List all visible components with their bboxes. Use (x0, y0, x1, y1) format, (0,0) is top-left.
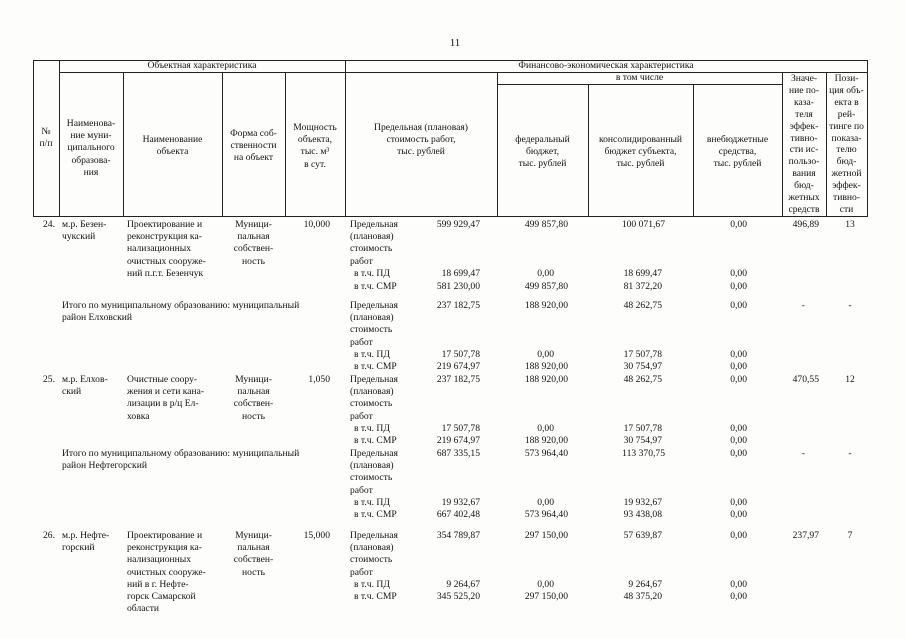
row-25-smr-federal: 188 920,00 (524, 435, 568, 446)
header-group-object: Объектная характеристика (147, 60, 257, 71)
row-24-smr-cost: 581 230,00 (436, 281, 480, 292)
row-25-smr-consolidated: 30 754,97 (623, 435, 662, 446)
row-24-efficiency: 496,89 (792, 219, 819, 230)
row-25-pd-consolidated: 17 507,78 (623, 423, 662, 434)
row-25-pd-label: в т.ч. ПД (354, 423, 390, 434)
row-26-pd-cost: 9 264,67 (446, 579, 480, 590)
subtotal-neftegorsky-pd-consolidated: 19 932,67 (623, 497, 662, 508)
subtotal-elkhovsky-label: Итого по муниципальному образованию: муниципальный район Елховский (62, 300, 300, 324)
row-24-total-consolidated: 100 071,67 (621, 219, 665, 230)
row-25-total-extra: 0,00 (730, 374, 747, 385)
subtotal-elkhovsky-total-federal: 188 920,00 (524, 300, 568, 311)
row-24-total-extra: 0,00 (730, 219, 747, 230)
subtotal-elkhovsky-smr-consolidated: 30 754,97 (623, 361, 662, 372)
subtotal-elkhovsky-pd-cost: 17 507,78 (441, 349, 480, 360)
row-24-smr-extra: 0,00 (730, 281, 747, 292)
row-24-pd-federal: 0,00 (537, 268, 554, 279)
subtotal-elkhovsky-smr-federal: 188 920,00 (524, 361, 568, 372)
row-24-object-name: Проектирование и реконструкция ка- нализационных очистных сооруже- ний п.г.т. Безенчук (127, 219, 206, 279)
row-26-pd-label: в т.ч. ПД (354, 579, 390, 590)
subtotal-neftegorsky-smr-extra: 0,00 (730, 509, 747, 520)
subtotal-neftegorsky-cost-label: Предельная (плановая) стоимость работ (350, 448, 398, 496)
header-col-extrabudget: внебюджетные средства, тыс. рублей (706, 134, 769, 170)
subtotal-neftegorsky-rank: - (848, 448, 852, 459)
row-26-municipality: м.р. Нефте- горский (62, 530, 110, 554)
subtotal-neftegorsky-smr-cost: 667 402,48 (436, 509, 480, 520)
subtotal-neftegorsky-efficiency: - (801, 448, 805, 459)
row-25-capacity: 1,050 (308, 374, 330, 385)
header-col-capacity: Мощность объекта, тыс. м³ в сут. (293, 122, 337, 170)
row-25-municipality: м.р. Елхов- ский (62, 374, 108, 398)
subtotal-elkhovsky-pd-label: в т.ч. ПД (354, 349, 390, 360)
row-24-capacity: 10,000 (303, 219, 330, 230)
subtotal-elkhovsky-total-consolidated: 48 262,75 (623, 300, 662, 311)
subtotal-neftegorsky-pd-extra: 0,00 (730, 497, 747, 508)
row-26-total-consolidated: 57 639,87 (623, 530, 662, 541)
col-border-right (867, 60, 868, 217)
row-25-ownership: Муници- пальная собствен- ность (233, 374, 274, 422)
header-subgroup-including: в том числе (615, 72, 664, 83)
row-26-smr-consolidated: 48 375,20 (623, 591, 662, 602)
header-col-federal: федеральный бюджет, тыс. рублей (515, 134, 570, 170)
subtotal-elkhovsky-rank: - (848, 300, 852, 311)
subtotal-neftegorsky-pd-federal: 0,00 (537, 497, 554, 508)
subtotal-elkhovsky-smr-cost: 219 674,97 (436, 361, 480, 372)
row-25-num: 25. (43, 374, 55, 385)
page-number: 11 (449, 37, 461, 49)
row-25-object-name: Очистные соору- жения и сети кана- лизации в р/ц Ел- ховка (127, 374, 205, 422)
row-24-pd-extra: 0,00 (730, 268, 747, 279)
subtotal-elkhovsky-pd-consolidated: 17 507,78 (623, 349, 662, 360)
row-25-smr-label: в т.ч. СМР (354, 435, 397, 446)
row-25-total-consolidated: 48 262,75 (623, 374, 662, 385)
row-25-cost-label: Предельная (плановая) стоимость работ (350, 374, 398, 422)
row-25-smr-extra: 0,00 (730, 435, 747, 446)
header-col-ownership: Форма соб- ственности на объект (230, 128, 277, 164)
subtotal-neftegorsky-label: Итого по муниципальному образованию: муниципальный район Нефтегорский (62, 448, 300, 472)
subtotal-elkhovsky-total-cost: 237 182,75 (436, 300, 480, 311)
row-26-cost-label: Предельная (плановая) стоимость работ (350, 530, 398, 578)
row-24-pd-cost: 18 699,47 (441, 268, 480, 279)
row-26-total-federal: 297 150,00 (524, 530, 568, 541)
header-col-rank: Пози- ция объ- екта в рей- тинге по показа- телю бюд- жетной эффек- тивно- сти (829, 73, 864, 215)
row-24-total-federal: 499 857,80 (524, 219, 568, 230)
subtotal-neftegorsky-smr-label: в т.ч. СМР (354, 509, 397, 520)
row-26-smr-label: в т.ч. СМР (354, 591, 397, 602)
row-26-ownership: Муници- пальная собствен- ность (233, 530, 274, 578)
subtotal-neftegorsky-smr-federal: 573 964,40 (524, 509, 568, 520)
row-26-smr-cost: 345 525,20 (436, 591, 480, 602)
row-25-total-federal: 188 920,00 (524, 374, 568, 385)
subtotal-elkhovsky-efficiency: - (801, 300, 805, 311)
row-24-ownership: Муници- пальная собствен- ность (233, 219, 274, 267)
row-26-total-cost: 354 789,87 (436, 530, 480, 541)
row-24-smr-label: в т.ч. СМР (354, 281, 397, 292)
subtotal-elkhovsky-smr-label: в т.ч. СМР (354, 361, 397, 372)
header-col-object-name: Наименование объекта (142, 134, 203, 158)
row-24-smr-federal: 499 857,80 (524, 281, 568, 292)
row-25-pd-cost: 17 507,78 (441, 423, 480, 434)
subtotal-neftegorsky-pd-label: в т.ч. ПД (354, 497, 390, 508)
subtotal-elkhovsky-total-extra: 0,00 (730, 300, 747, 311)
header-bottom-border (33, 216, 867, 217)
row-25-total-cost: 237 182,75 (436, 374, 480, 385)
row-24-pd-label: в т.ч. ПД (354, 268, 390, 279)
row-26-capacity: 15,000 (303, 530, 330, 541)
header-col-consolidated: консолидированный бюджет субъекта, тыс. рублей (598, 134, 683, 170)
row-26-smr-extra: 0,00 (730, 591, 747, 602)
row-24-rank: 13 (845, 219, 855, 230)
subtotal-neftegorsky-total-federal: 573 964,40 (524, 448, 568, 459)
row-26-pd-federal: 0,00 (537, 579, 554, 590)
subtotal-neftegorsky-smr-consolidated: 93 438,08 (623, 509, 662, 520)
header-col-efficiency: Значе- ние по- каза- теля эффек- тивно- сти ис- пользо- вания бюд- жетных средств (788, 73, 820, 215)
header-col-cost: Предельная (плановая) стоимость работ, тыс. рублей (374, 122, 468, 158)
header-col-num: № п/п (39, 126, 53, 150)
subtotal-elkhovsky-pd-federal: 0,00 (537, 349, 554, 360)
row-24-pd-consolidated: 18 699,47 (623, 268, 662, 279)
header-group-finance: Финансово-экономическая характеристика (518, 60, 694, 71)
subtotal-neftegorsky-total-consolidated: 113 370,75 (622, 448, 665, 459)
row-26-rank: 7 (847, 530, 853, 541)
row-24-smr-consolidated: 81 372,20 (623, 281, 662, 292)
subtotal-neftegorsky-pd-cost: 19 932,67 (441, 497, 480, 508)
subtotal-neftegorsky-total-cost: 687 335,15 (436, 448, 480, 459)
row-24-municipality: м.р. Безен- чукский (62, 219, 107, 243)
subtotal-neftegorsky-total-extra: 0,00 (730, 448, 747, 459)
row-25-smr-cost: 219 674,97 (436, 435, 480, 446)
row-26-pd-extra: 0,00 (730, 579, 747, 590)
row-25-pd-extra: 0,00 (730, 423, 747, 434)
row-26-smr-federal: 297 150,00 (524, 591, 568, 602)
row-26-efficiency: 237,97 (792, 530, 819, 541)
row-26-pd-consolidated: 9 264,67 (628, 579, 662, 590)
row-24-num: 24. (43, 219, 55, 230)
row-24-total-cost: 599 929,47 (436, 219, 480, 230)
row-24-cost-label: Предельная (плановая) стоимость работ (350, 219, 398, 267)
header-col-municipality: Наименова- ние муни- ципального образова- ния (66, 118, 116, 178)
subtotal-elkhovsky-smr-extra: 0,00 (730, 361, 747, 372)
row-25-rank: 12 (845, 374, 855, 385)
row-26-object-name: Проектирование и реконструкция ка- нализационных очистных сооруже- ний в г. Нефте- горск Самарской области (127, 530, 206, 615)
row-25-pd-federal: 0,00 (537, 423, 554, 434)
row-26-num: 26. (43, 530, 55, 541)
row-26-total-extra: 0,00 (730, 530, 747, 541)
row-25-efficiency: 470,55 (792, 374, 819, 385)
subtotal-elkhovsky-cost-label: Предельная (плановая) стоимость работ (350, 300, 398, 348)
subtotal-elkhovsky-pd-extra: 0,00 (730, 349, 747, 360)
